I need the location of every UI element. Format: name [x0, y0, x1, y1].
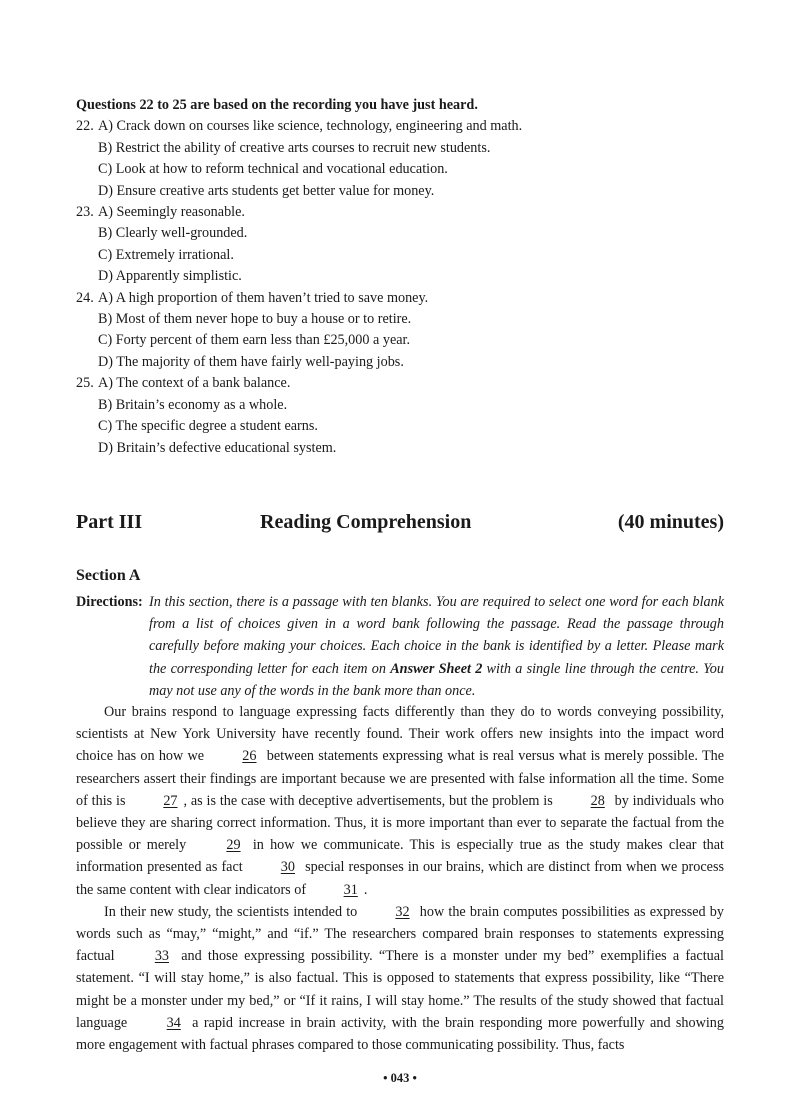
option-text: D) The majority of them have fairly well-paying jobs. [98, 353, 404, 370]
option-text: B) Britain’s economy as a whole. [98, 396, 288, 413]
question-24-option [76, 288, 736, 309]
option-text: C) Forty percent of them earn less than £25,000 a year. [98, 332, 411, 349]
question-24-option [76, 309, 736, 330]
questions-heading: Questions 22 to 25 are based on the recording you have just heard. [76, 97, 478, 113]
question-25-option [76, 395, 736, 416]
passage-text: a rapid increase in brain activity, with the brain responding more powerfully and showing more engagement with factual phrases compared to those communicating possibility. Thus, facts [76, 1014, 724, 1054]
question-23-option [76, 223, 736, 244]
blank-30: 30 [280, 859, 295, 876]
blank-26: 26 [242, 748, 257, 765]
directions-text-2: with a single line through the centre. You may not use any of the words in the bank more than once. [149, 660, 724, 699]
option-text: A) A high proportion of them haven’t tried to save money. [98, 289, 429, 306]
option-text: D) Apparently simplistic. [98, 268, 242, 285]
option-text: A) Crack down on courses like science, technology, engineering and math. [98, 118, 523, 135]
blank-29: 29 [226, 837, 241, 854]
directions [76, 591, 724, 702]
blank-34: 34 [166, 1014, 181, 1031]
part-header [76, 508, 724, 536]
directions-text-1: In this section, there is a passage with ten blanks. You are required to select one word for each blank from a list of choices given in a word bank following the passage. Read the passage through carefully before making your choices. Each choice in the bank is identified by a letter. Please mark the corresponding letter for each item on [149, 594, 724, 677]
option-text: A) Seemingly reasonable. [98, 204, 245, 221]
passage-text: Our brains respond to language expressing facts differently than they do to words conveying possibility, scientists at New York University have recently found. Their work offers new insights into the impact word choice has on how we [76, 704, 724, 765]
blank-27: 27 [163, 792, 178, 809]
question-number: 24. [76, 289, 94, 306]
question-number: 25. [76, 375, 94, 392]
question-list [76, 116, 736, 459]
question-24-option [76, 352, 736, 373]
question-25-option [76, 438, 736, 459]
directions-label: Directions: [76, 594, 143, 610]
blank-28: 28 [590, 792, 605, 809]
option-text: D) Britain’s defective educational system. [98, 439, 337, 456]
passage-text: how the brain computes possibilities as expressed by words such as “may,” “might,” and “if.” The researchers compared brain responses to statements expressing factual [76, 903, 724, 965]
blank-32: 32 [395, 903, 410, 920]
question-25-option [76, 373, 736, 394]
option-text: B) Restrict the ability of creative arts courses to recruit new students. [98, 139, 491, 156]
passage-text: In their new study, the scientists intended to [104, 903, 362, 920]
question-22-option [76, 138, 736, 159]
question-22-option [76, 159, 736, 180]
passage-paragraph-1 [76, 701, 724, 901]
option-text: C) The specific degree a student earns. [98, 418, 318, 435]
part-title: Reading Comprehension [260, 511, 472, 533]
passage-text: in how we communicate. This is especially true as the study makes clear that information presented as fact [76, 837, 724, 876]
reading-passage [76, 701, 724, 1056]
directions-text [149, 591, 724, 702]
question-23-option [76, 266, 736, 287]
question-22-option [76, 116, 736, 137]
question-number: 23. [76, 204, 94, 221]
blank-33: 33 [154, 948, 169, 965]
passage-text: and those expressing possibility. “There is a monster under my bed” exemplifies a factual statement. “I will stay home,” is also factual. This is opposed to statements that express possibility, like “There might be a monster under my bed,” or “If it rains, I will stay home.” The results of the study showed that factual language [76, 948, 724, 1031]
passage-text: . [363, 881, 368, 898]
question-23-option [76, 202, 736, 223]
passage-text: between statements expressing what is real versus what is merely possible. The researchers assert their findings are important because we are presented with false information all the time. Some of this is [76, 748, 724, 809]
option-text: C) Extremely irrational. [98, 246, 234, 263]
question-24-option [76, 330, 736, 351]
passage-paragraph-2 [76, 901, 724, 1056]
part-time: (40 minutes) [617, 511, 724, 533]
option-text: C) Look at how to reform technical and vocational education. [98, 161, 448, 178]
option-text: D) Ensure creative arts students get better value for money. [98, 182, 435, 199]
question-25-option [76, 416, 736, 437]
option-text: A) The context of a bank balance. [98, 375, 291, 392]
section-title: Section A [76, 567, 141, 584]
passage-text: by individuals who believe they are sharing correct information. Thus, it is more important than ever to separate the factual from the possible or merely [76, 792, 724, 854]
passage-text: special responses in our brains, which are distinct from when we process the same content with clear indicators of [76, 859, 724, 898]
blank-31: 31 [343, 881, 358, 898]
question-number: 22. [76, 118, 94, 135]
question-23-option [76, 245, 736, 266]
question-22-option [76, 181, 736, 202]
passage-text: , as is the case with deceptive advertisements, but the problem is [183, 792, 557, 809]
listening-questions [76, 95, 736, 459]
option-text: B) Most of them never hope to buy a house or to retire. [98, 311, 412, 328]
answer-sheet-ref: Answer Sheet 2 [390, 660, 483, 677]
page-number: • 043 • [383, 1071, 417, 1085]
part-label: Part III [76, 511, 143, 533]
option-text: B) Clearly well-grounded. [98, 225, 248, 242]
